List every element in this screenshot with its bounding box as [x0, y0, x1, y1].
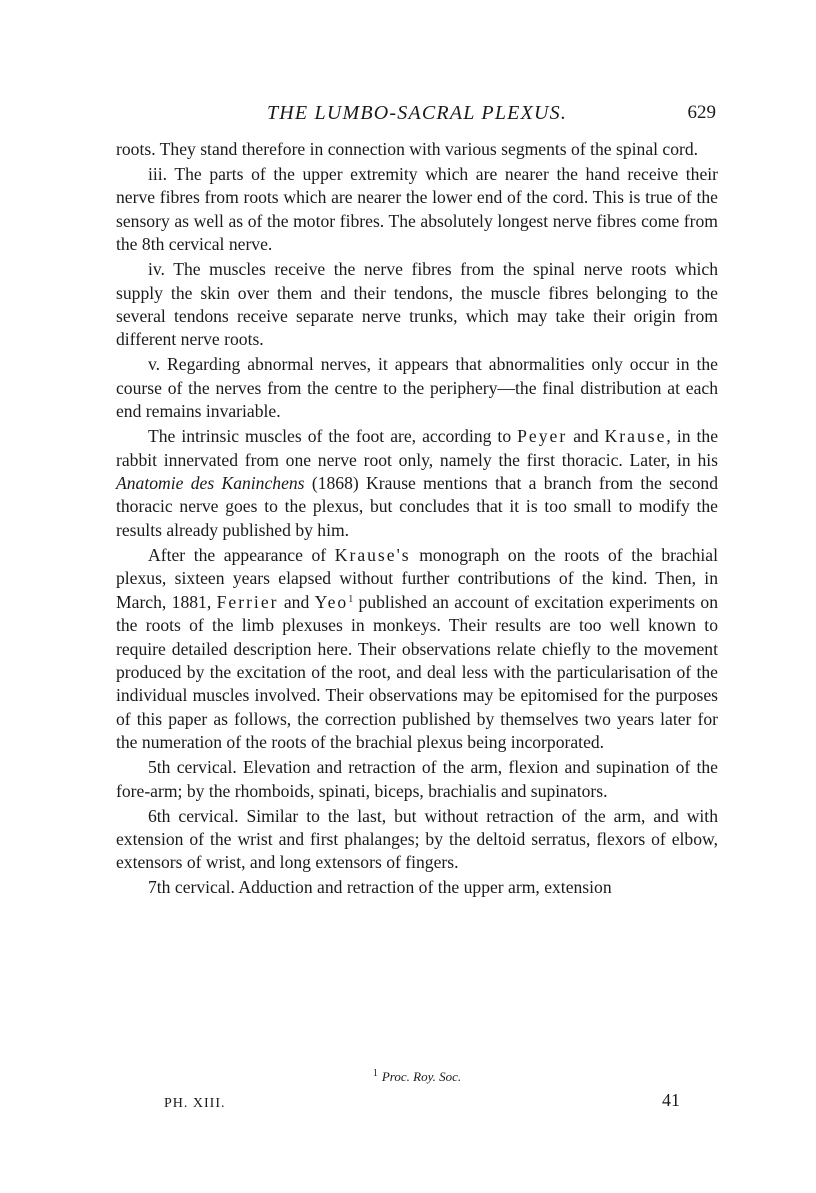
paragraph-3: iv. The muscles receive the nerve fibres from the spinal nerve roots which supply the skin over them and their tendons, the muscle fibres belonging to the several tendons receive separate nerve trunks, which may take their origin from different nerve roots.	[116, 259, 718, 350]
paragraph-5-text-d: (1868) Krause mentions that a branch from the second thoracic nerve goes to the plexus, but concludes that it is too small to modify the results already published by him.	[116, 473, 719, 540]
footnote	[116, 1068, 718, 1085]
footnote-reference: 1	[348, 593, 354, 605]
paragraph-6-text-d: published an account of excitation experiments on the roots of the limb plexuses in monkeys. Their results are too well known to require detailed description here. Their observations relate chiefly to the movement produced by the excitation of the root, and deal less with the particularisation of the individual muscles involved. Their observations may be epitomised for the purposes of this paper as follows, the correction published by themselves two years later for the numeration of the roots of the brachial plexus being incorporated.	[116, 591, 719, 753]
paragraph-4: v. Regarding abnormal nerves, it appears that abnormalities only occur in the course of the nerves from the centre to the periphery—the final distribution at each end remains invariable.	[116, 354, 718, 422]
paragraph-6-text-b: monograph on the roots of the brachial plexus, sixteen years elapsed without further contributions of the kind. Then, in March, 1881,	[116, 544, 718, 612]
paragraph-5-text-b: and	[567, 426, 605, 447]
body-text	[116, 138, 718, 900]
paragraph-2: iii. The parts of the upper extremity which are nearer the hand receive their nerve fibres from roots which are nearer the lower end of the cord. This is true of the sensory as well as of the motor fibres. The absolutely longest nerve fibres come from the 8th cervical nerve.	[116, 164, 718, 255]
author-ferrier: Ferrier	[216, 591, 279, 612]
paragraph-7: 5th cervical. Elevation and retraction of the arm, flexion and supination of the fore-arm; by the rhomboids, spinati, biceps, brachialis and supinators.	[116, 757, 718, 801]
signature-mark: PH. XIII.	[164, 1096, 226, 1111]
page-number: 629	[687, 102, 716, 123]
author-yeo: Yeo	[314, 591, 349, 612]
author-krause-possessive: Krause's	[334, 544, 411, 565]
paragraph-9: 7th cervical. Adduction and retraction of the upper arm, extension	[148, 877, 612, 898]
author-peyer: Peyer	[517, 426, 568, 447]
paragraph-5-text-c: , in the rabbit innervated from one nerve root only, namely the first thoracic. Later, in his	[116, 426, 719, 470]
paragraph-5	[116, 425, 718, 542]
running-title: THE LUMBO-SACRAL PLEXUS.	[266, 102, 568, 124]
paragraph-6	[116, 544, 718, 755]
paragraph-1: roots. They stand therefore in connection with various segments of the spinal cord.	[116, 139, 699, 159]
footnote-mark: 1	[372, 1068, 378, 1079]
page	[116, 100, 718, 901]
paragraph-5-text-a: The intrinsic muscles of the foot are, according to	[148, 426, 518, 447]
paragraph-8: 6th cervical. Similar to the last, but without retraction of the arm, and with extension of the wrist and first phalanges; by the deltoid serratus, flexors of elbow, extensors of wrist, and long extensors of fingers.	[116, 805, 718, 873]
paragraph-6-text-a: After the appearance of	[148, 544, 335, 565]
author-krause: Krause	[604, 426, 667, 447]
paragraph-6-text-c: and	[278, 591, 315, 612]
sheet-number: 41	[662, 1090, 680, 1110]
footnote-text: Proc. Roy. Soc.	[381, 1069, 462, 1084]
running-head	[116, 100, 718, 130]
book-title: Anatomie des Kaninchens	[116, 473, 305, 494]
